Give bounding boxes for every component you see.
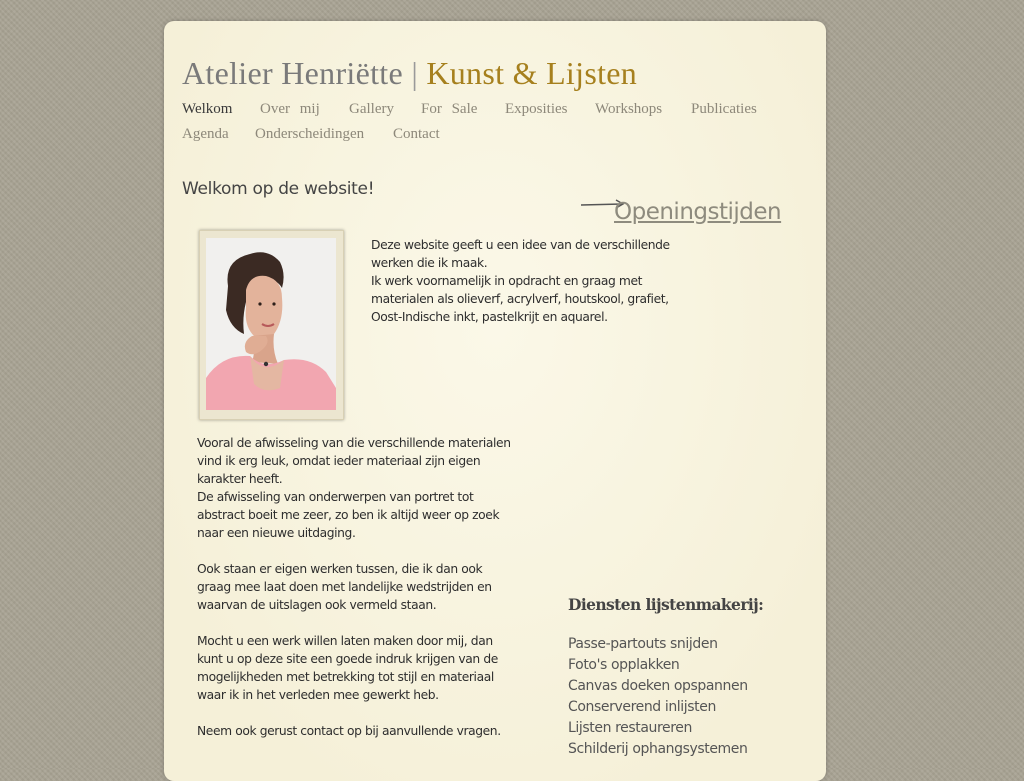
list-item: Conserverend inlijsten [568,699,716,715]
body-text [197,434,512,740]
list-item: Lijsten restaureren [568,720,692,736]
nav-item-exposities[interactable]: Exposities [505,101,568,117]
list-item: Passe-partouts snijden [568,636,718,652]
list-item: Canvas doeken opspannen [568,678,748,694]
portrait-frame [199,230,344,420]
services-title: Diensten lijstenmakerij: [568,595,764,614]
intro-line: Deze website geeft u een idee van de verschillende werken die ik maak. [371,238,670,270]
nav-item-onderscheidingen[interactable]: Onderscheidingen [255,126,365,142]
paragraph: Mocht u een werk willen laten maken door mij, dan kunt u op deze site een goede indruk krijgen van de mogelijkheden met betrekking tot stijl en materiaal waar ik in het verleden mee gewerkt heb. [197,634,498,702]
list-item: Schilderij ophangsystemen [568,741,748,757]
site-title-separator: | [411,55,419,91]
paragraph: De afwisseling van onderwerpen van portret tot abstract boeit me zeer, zo ben ik altijd weer op zoek naar een nieuwe uitdaging. [197,490,500,540]
site-title-tagline: Kunst & Lijsten [426,55,638,91]
opening-hours-link[interactable]: Openingstijden [614,199,782,225]
nav-item-contact[interactable]: Contact [393,126,440,142]
list-item: Foto's opplakken [568,657,680,673]
nav-item-workshops[interactable]: Workshops [595,101,663,117]
site-title-name: Atelier Henriëtte [182,55,403,91]
site-title[interactable] [182,55,637,92]
content-panel [164,21,826,781]
nav-item-gallery[interactable]: Gallery [349,101,394,117]
nav-item-over-mij[interactable]: Over mij [260,101,320,117]
page-heading: Welkom op de website! [182,179,375,199]
nav-item-for-sale[interactable]: For Sale [421,101,478,117]
nav-item-publicaties[interactable]: Publicaties [691,101,757,117]
paragraph: Vooral de afwisseling van die verschillende materialen vind ik erg leuk, omdat ieder materiaal zijn eigen karakter heeft. [197,436,511,486]
services-list [568,634,748,760]
intro-line: Ik werk voornamelijk in opdracht en graag met materialen als olieverf, acrylverf, houtskool, grafiet, Oost-Indische inkt, pastelkrijt en aquarel. [371,274,669,324]
intro-text [371,236,691,326]
nav-item-agenda[interactable]: Agenda [182,126,229,142]
nav-item-welkom[interactable]: Welkom [182,101,233,117]
paragraph: Ook staan er eigen werken tussen, die ik dan ook graag mee laat doen met landelijke wedstrijden en waarvan de uitslagen ook vermeld staan. [197,562,492,612]
paragraph: Neem ook gerust contact op bij aanvullende vragen. [197,724,501,738]
portrait-photo [206,238,336,410]
